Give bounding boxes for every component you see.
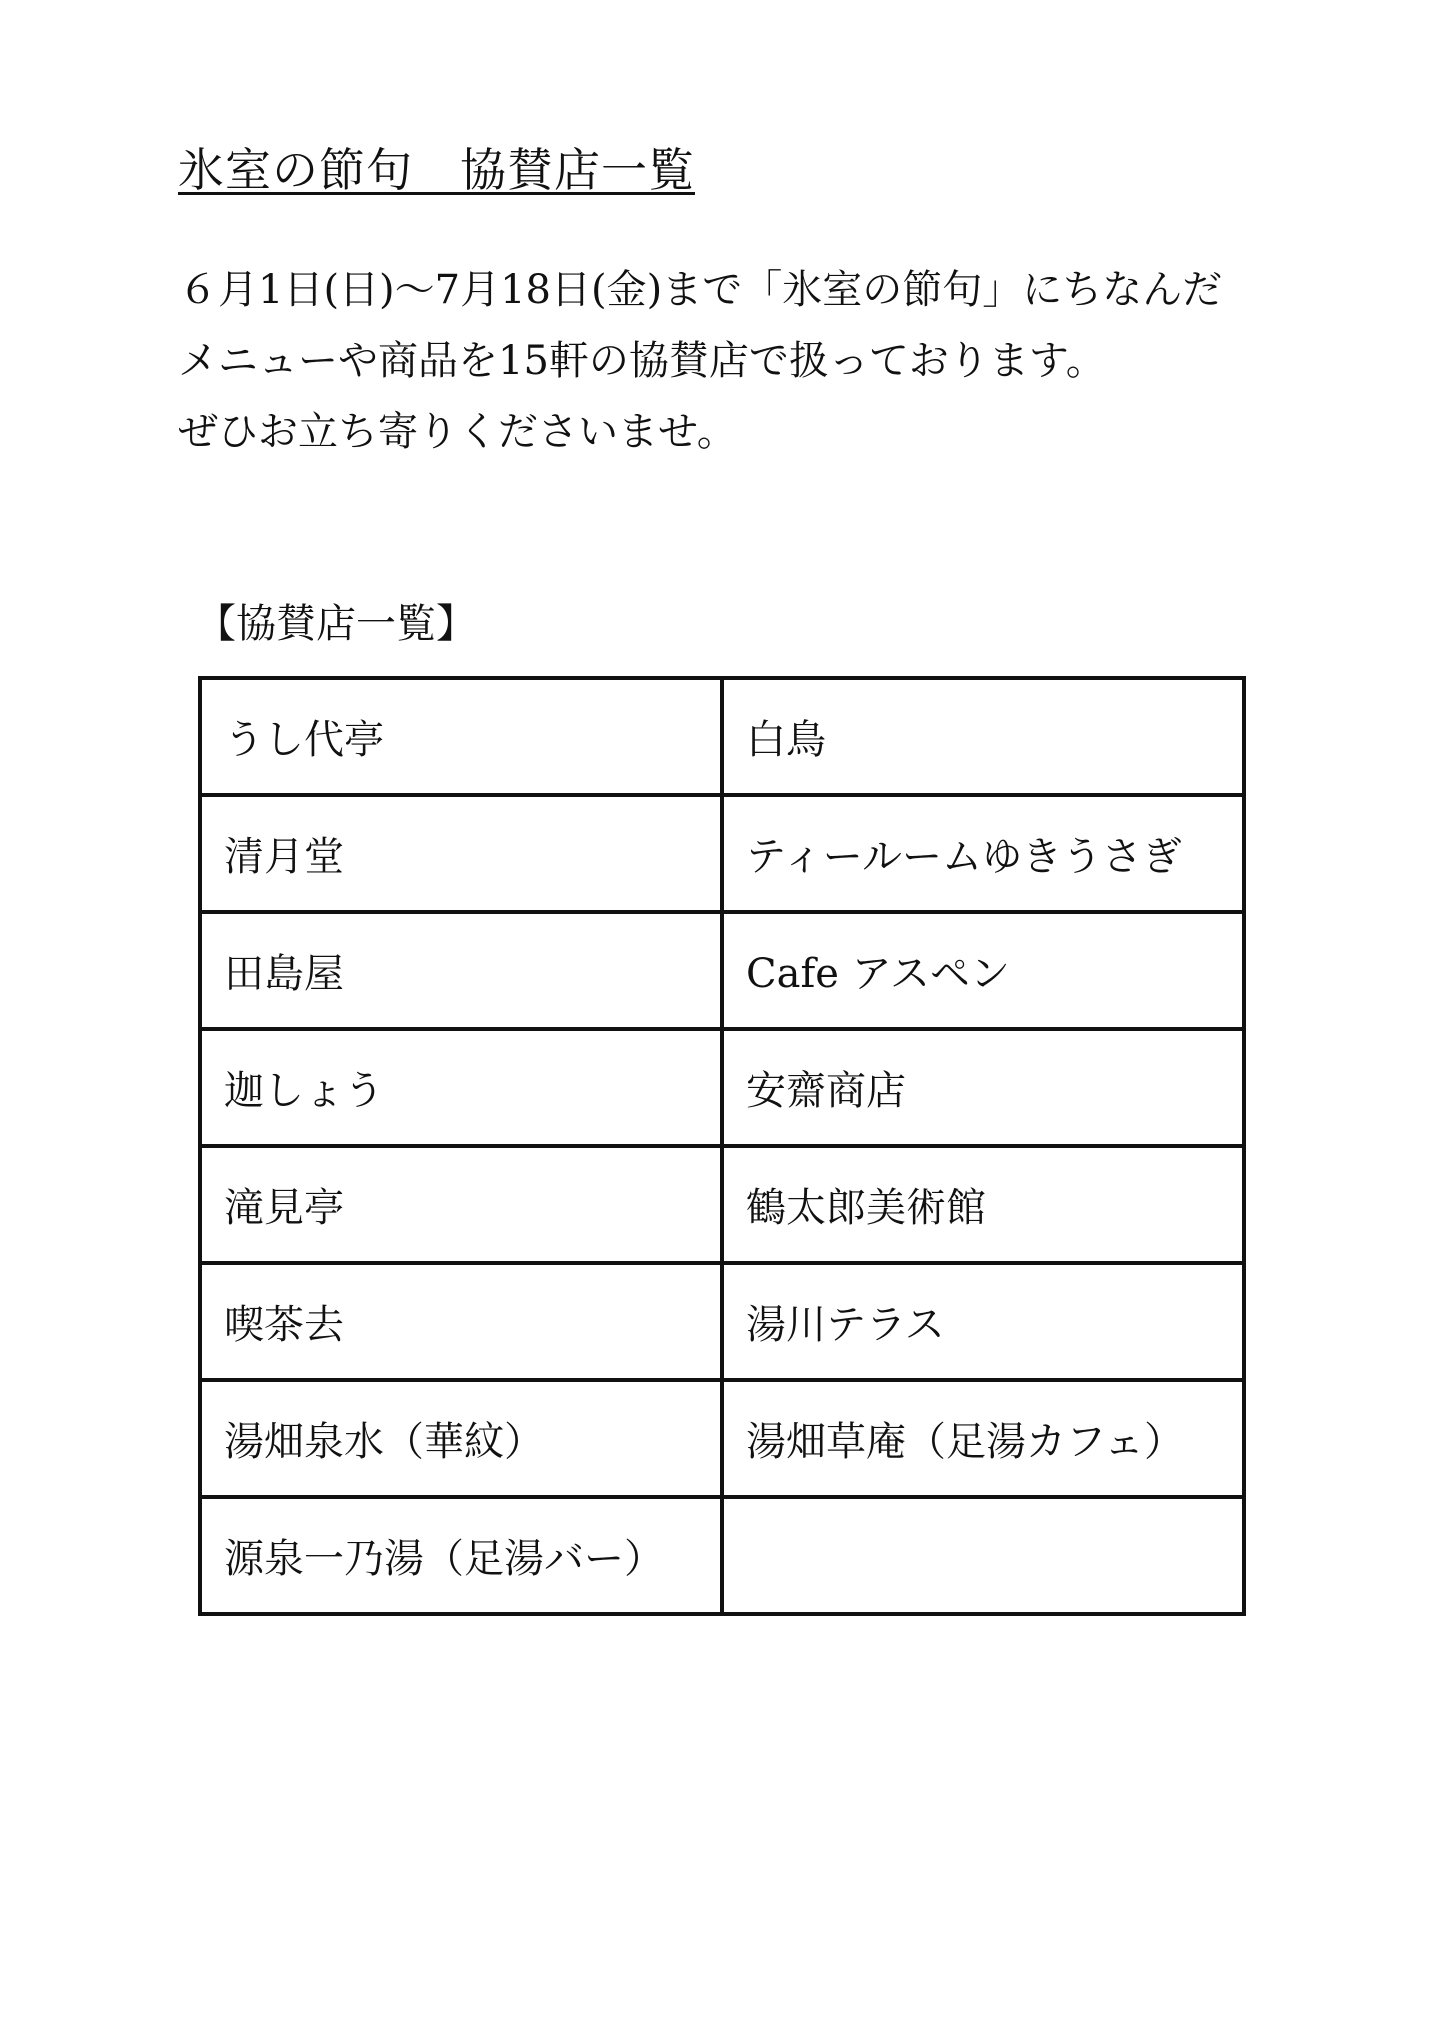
shop-cell: 源泉一乃湯（足湯バー） [200, 1497, 722, 1614]
shop-cell: 迦しょう [200, 1029, 722, 1146]
shop-cell: 白鳥 [722, 678, 1244, 795]
shop-cell: 安齋商店 [722, 1029, 1244, 1146]
shop-table [198, 676, 1246, 1616]
shop-cell: うし代亭 [200, 678, 722, 795]
shop-cell: 鶴太郎美術館 [722, 1146, 1244, 1263]
table-row [200, 678, 1244, 795]
table-row [200, 1497, 1244, 1614]
intro-paragraph [178, 255, 1328, 468]
shop-cell: 湯畑泉水（華紋） [200, 1380, 722, 1497]
shop-cell: 田島屋 [200, 912, 722, 1029]
table-row [200, 1380, 1244, 1497]
shop-cell: 湯畑草庵（足湯カフェ） [722, 1380, 1244, 1497]
intro-line: ぜひお立ち寄りくださいませ。 [178, 409, 737, 455]
shop-cell: 滝見亭 [200, 1146, 722, 1263]
table-row [200, 1146, 1244, 1263]
empty-cell [722, 1497, 1244, 1614]
shop-cell: ティールームゆきうさぎ [722, 795, 1244, 912]
shop-cell: Cafe アスペン [722, 912, 1244, 1029]
shop-cell: 湯川テラス [722, 1263, 1244, 1380]
table-row [200, 1029, 1244, 1146]
shop-list-heading: 【協賛店一覧】 [196, 601, 476, 647]
table-row [200, 912, 1244, 1029]
document-title: 氷室の節句 協賛店一覧 [178, 143, 695, 197]
intro-line: メニューや商品を15軒の協賛店で扱っております。 [178, 338, 1106, 384]
shop-cell: 清月堂 [200, 795, 722, 912]
intro-line: ６月1日(日)～7月18日(金)まで「氷室の節句」にちなんだ [178, 267, 1223, 313]
table-row [200, 1263, 1244, 1380]
shop-cell: 喫茶去 [200, 1263, 722, 1380]
table-row [200, 795, 1244, 912]
